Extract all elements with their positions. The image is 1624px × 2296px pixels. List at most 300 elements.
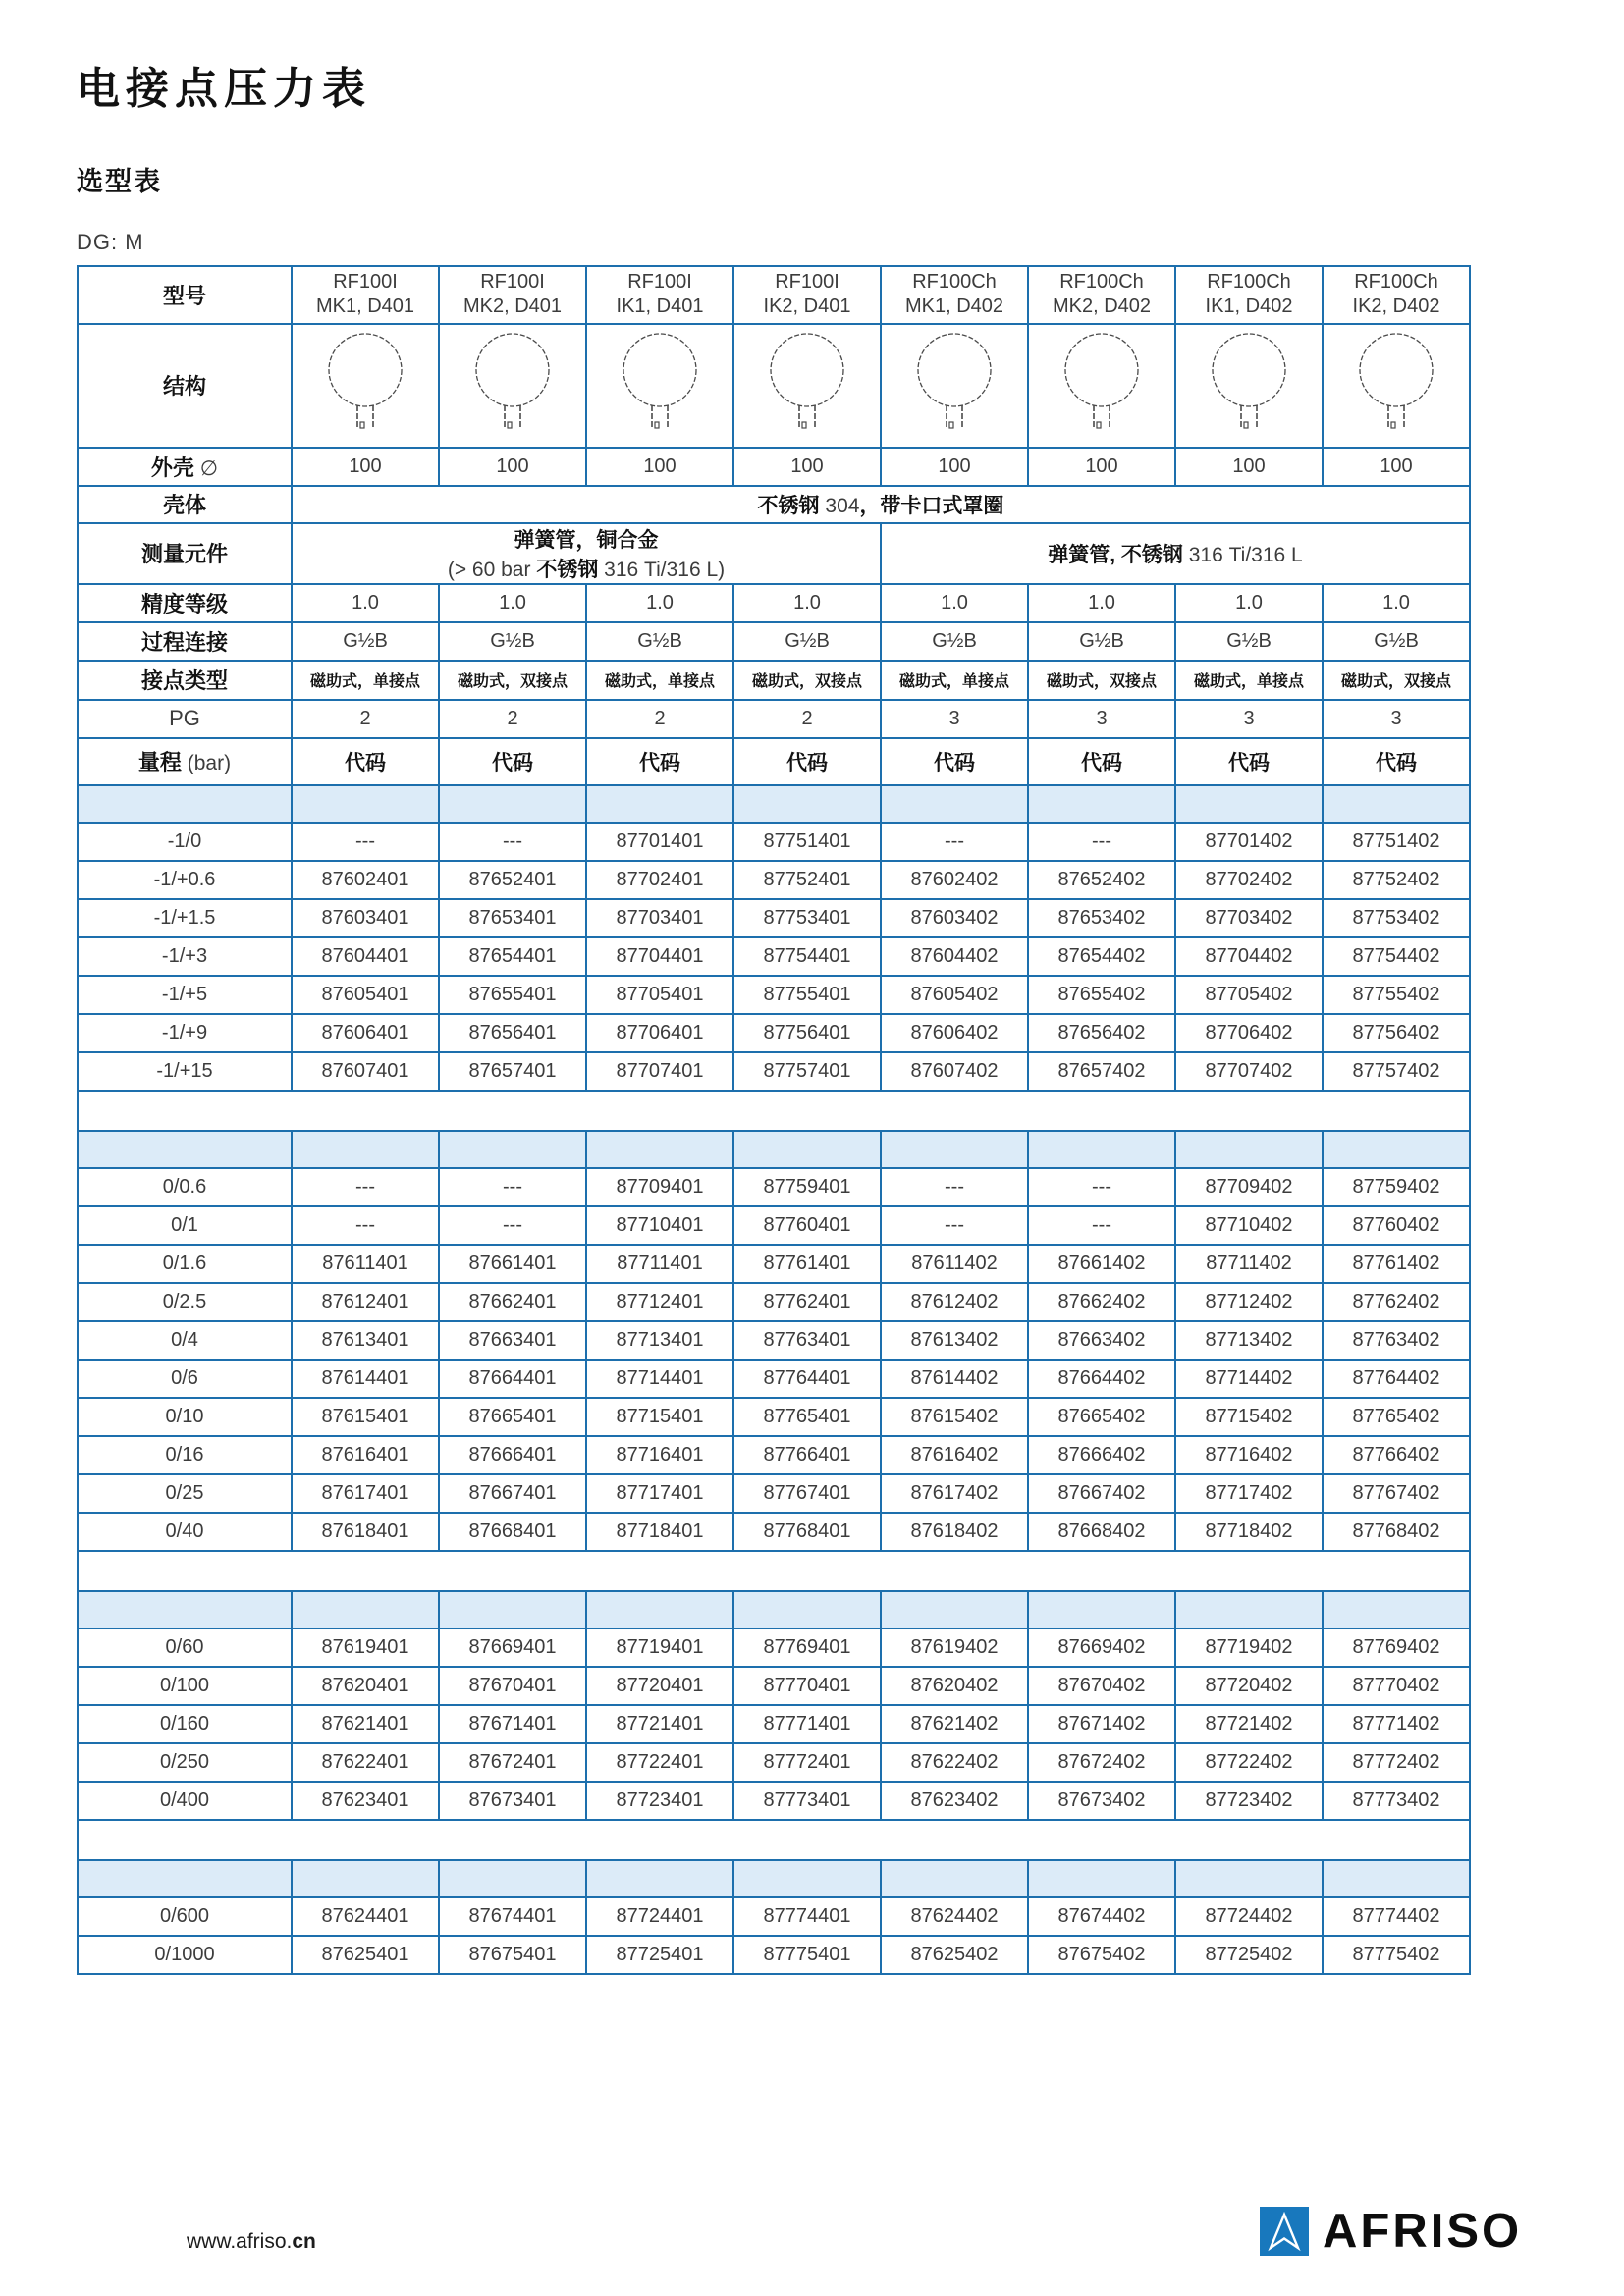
- range-cell: -1/+1.5: [78, 899, 292, 937]
- table-row: [78, 1513, 1470, 1551]
- code-cell: 87755402: [1323, 976, 1470, 1014]
- spec-value-cell: 3: [881, 700, 1028, 738]
- spec-value-cell: 代码: [439, 738, 586, 785]
- housing-value-cell: 不锈钢 304，带卡口式罩圈: [292, 486, 1470, 523]
- spec-value-cell: G½B: [1028, 622, 1175, 661]
- code-cell: 87668402: [1028, 1513, 1175, 1551]
- range-cell: -1/+5: [78, 976, 292, 1014]
- code-cell: 87706401: [586, 1014, 733, 1052]
- code-cell: 87675401: [439, 1936, 586, 1974]
- code-cell: 87759401: [733, 1168, 881, 1206]
- table-row: [78, 1743, 1470, 1782]
- code-cell: 87760402: [1323, 1206, 1470, 1245]
- spec-row-accuracy-class: [78, 584, 1470, 622]
- code-cell: 87606402: [881, 1014, 1028, 1052]
- separator-cell: [1028, 1131, 1175, 1168]
- table-row: [78, 1667, 1470, 1705]
- spec-label-cell: 壳体: [78, 486, 292, 523]
- table-row: [78, 1936, 1470, 1974]
- separator-cell: [1323, 1591, 1470, 1629]
- code-cell: 87766401: [733, 1436, 881, 1474]
- code-cell: 87675402: [1028, 1936, 1175, 1974]
- spec-row-contact-type: [78, 661, 1470, 700]
- code-cell: 87664401: [439, 1360, 586, 1398]
- code-cell: 87775402: [1323, 1936, 1470, 1974]
- table-row: [78, 1206, 1470, 1245]
- spec-label-cell: 外壳 ∅: [78, 448, 292, 486]
- separator-cell: [881, 785, 1028, 823]
- code-cell: 87769401: [733, 1629, 881, 1667]
- separator-row: [78, 1860, 1470, 1897]
- separator-cell: [586, 1591, 733, 1629]
- dg-label: DG: M: [77, 229, 144, 254]
- code-cell: 87756402: [1323, 1014, 1470, 1052]
- code-cell: 87605401: [292, 976, 439, 1014]
- code-cell: 87603401: [292, 899, 439, 937]
- code-cell: 87604401: [292, 937, 439, 976]
- code-cell: 87773401: [733, 1782, 881, 1820]
- table-row: [78, 861, 1470, 899]
- code-cell: 87715401: [586, 1398, 733, 1436]
- range-cell: 0/160: [78, 1705, 292, 1743]
- code-cell: 87764401: [733, 1360, 881, 1398]
- spec-value-cell: 100: [586, 448, 733, 486]
- spec-label-cell: 量程 (bar): [78, 738, 292, 785]
- table-row: [78, 1168, 1470, 1206]
- structure-cell: [881, 324, 1028, 448]
- gap-row: [78, 1820, 1470, 1860]
- code-cell: 87770401: [733, 1667, 881, 1705]
- code-cell: ---: [439, 823, 586, 861]
- spec-value-cell: 磁助式，双接点: [1028, 661, 1175, 700]
- spec-value-cell: G½B: [439, 622, 586, 661]
- structure-cell: [439, 324, 586, 448]
- code-cell: 87712402: [1175, 1283, 1323, 1321]
- separator-cell: [881, 1860, 1028, 1897]
- code-cell: 87674401: [439, 1897, 586, 1936]
- spec-label-cell: 过程连接: [78, 622, 292, 661]
- spec-value-cell: G½B: [881, 622, 1028, 661]
- spec-value-cell: 100: [1175, 448, 1323, 486]
- code-cell: 87761402: [1323, 1245, 1470, 1283]
- spec-value-cell: 代码: [881, 738, 1028, 785]
- code-cell: 87611402: [881, 1245, 1028, 1283]
- structure-cell: [1028, 324, 1175, 448]
- code-cell: 87773402: [1323, 1782, 1470, 1820]
- code-cell: 87703401: [586, 899, 733, 937]
- model-cell: RF100I MK1, D401: [292, 266, 439, 324]
- spec-value-cell: 代码: [1028, 738, 1175, 785]
- table-row: [78, 1398, 1470, 1436]
- code-cell: 87654402: [1028, 937, 1175, 976]
- range-cell: 0/600: [78, 1897, 292, 1936]
- separator-row: [78, 1591, 1470, 1629]
- code-cell: 87756401: [733, 1014, 881, 1052]
- code-cell: 87623402: [881, 1782, 1028, 1820]
- code-cell: 87757401: [733, 1052, 881, 1091]
- code-cell: 87656401: [439, 1014, 586, 1052]
- spec-row-range-header: [78, 738, 1470, 785]
- code-cell: 87772401: [733, 1743, 881, 1782]
- code-cell: ---: [1028, 823, 1175, 861]
- code-cell: 87762402: [1323, 1283, 1470, 1321]
- code-cell: 87720401: [586, 1667, 733, 1705]
- code-cell: 87622401: [292, 1743, 439, 1782]
- code-cell: 87765401: [733, 1398, 881, 1436]
- range-cell: 0/60: [78, 1629, 292, 1667]
- code-cell: 87767401: [733, 1474, 881, 1513]
- separator-cell: [733, 1860, 881, 1897]
- separator-cell: [1175, 785, 1323, 823]
- code-cell: 87667401: [439, 1474, 586, 1513]
- code-cell: 87714402: [1175, 1360, 1323, 1398]
- separator-cell: [439, 1591, 586, 1629]
- spec-value-cell: 代码: [292, 738, 439, 785]
- code-cell: 87618401: [292, 1513, 439, 1551]
- spec-value-cell: 2: [292, 700, 439, 738]
- spec-value-cell: 3: [1323, 700, 1470, 738]
- gap-row: [78, 1091, 1470, 1131]
- separator-cell: [1323, 1860, 1470, 1897]
- code-cell: 87725401: [586, 1936, 733, 1974]
- table-row: [78, 823, 1470, 861]
- code-cell: 87612401: [292, 1283, 439, 1321]
- spec-value-cell: 1.0: [292, 584, 439, 622]
- code-cell: 87763402: [1323, 1321, 1470, 1360]
- code-cell: 87611401: [292, 1245, 439, 1283]
- pressure-gauge-icon: [1356, 332, 1436, 434]
- separator-cell: [1028, 1860, 1175, 1897]
- separator-cell: [733, 1131, 881, 1168]
- code-cell: 87669401: [439, 1629, 586, 1667]
- code-cell: 87615402: [881, 1398, 1028, 1436]
- code-cell: 87768402: [1323, 1513, 1470, 1551]
- range-cell: 0/10: [78, 1398, 292, 1436]
- code-cell: ---: [1028, 1168, 1175, 1206]
- structure-cell: [733, 324, 881, 448]
- range-cell: 0/1: [78, 1206, 292, 1245]
- code-cell: 87710401: [586, 1206, 733, 1245]
- model-cell: RF100I MK2, D401: [439, 266, 586, 324]
- pressure-gauge-icon: [1061, 332, 1142, 434]
- measuring-element-right-cell: 弹簧管, 不锈钢 316 Ti/316 L: [881, 523, 1470, 584]
- separator-cell: [586, 1860, 733, 1897]
- structure-cell: [292, 324, 439, 448]
- code-cell: 87704402: [1175, 937, 1323, 976]
- code-cell: 87657401: [439, 1052, 586, 1091]
- code-cell: 87706402: [1175, 1014, 1323, 1052]
- website-text: www.afriso.: [187, 2230, 293, 2253]
- spec-value-cell: 100: [439, 448, 586, 486]
- code-cell: 87762401: [733, 1283, 881, 1321]
- code-cell: 87666402: [1028, 1436, 1175, 1474]
- code-cell: 87621402: [881, 1705, 1028, 1743]
- code-cell: 87672401: [439, 1743, 586, 1782]
- pressure-gauge-icon: [1209, 332, 1289, 434]
- separator-cell: [733, 1591, 881, 1629]
- separator-cell: [1323, 785, 1470, 823]
- website-tld: cn: [292, 2230, 316, 2253]
- table-row: [78, 1436, 1470, 1474]
- spec-value-cell: 2: [439, 700, 586, 738]
- table-row: [78, 1360, 1470, 1398]
- separator-cell: [586, 785, 733, 823]
- code-cell: 87617402: [881, 1474, 1028, 1513]
- code-cell: 87753402: [1323, 899, 1470, 937]
- code-cell: 87617401: [292, 1474, 439, 1513]
- range-cell: 0/0.6: [78, 1168, 292, 1206]
- code-cell: 87665402: [1028, 1398, 1175, 1436]
- code-cell: 87663401: [439, 1321, 586, 1360]
- range-cell: -1/+15: [78, 1052, 292, 1091]
- code-cell: 87725402: [1175, 1936, 1323, 1974]
- code-cell: 87772402: [1323, 1743, 1470, 1782]
- code-cell: 87657402: [1028, 1052, 1175, 1091]
- spec-value-cell: 1.0: [1175, 584, 1323, 622]
- code-cell: 87719402: [1175, 1629, 1323, 1667]
- code-cell: 87752401: [733, 861, 881, 899]
- code-cell: 87625401: [292, 1936, 439, 1974]
- code-cell: 87661402: [1028, 1245, 1175, 1283]
- separator-cell: [439, 1131, 586, 1168]
- table-row: [78, 1629, 1470, 1667]
- pressure-gauge-icon: [472, 332, 553, 434]
- code-cell: 87668401: [439, 1513, 586, 1551]
- code-cell: 87707402: [1175, 1052, 1323, 1091]
- code-cell: 87620401: [292, 1667, 439, 1705]
- spec-value-cell: 1.0: [1323, 584, 1470, 622]
- code-cell: 87714401: [586, 1360, 733, 1398]
- range-cell: 0/1.6: [78, 1245, 292, 1283]
- code-cell: 87616401: [292, 1436, 439, 1474]
- model-cell: RF100I IK2, D401: [733, 266, 881, 324]
- code-cell: 87652401: [439, 861, 586, 899]
- separator-cell: [292, 1131, 439, 1168]
- spec-value-cell: 2: [586, 700, 733, 738]
- pressure-gauge-icon: [325, 332, 406, 434]
- code-cell: ---: [881, 1168, 1028, 1206]
- gap-cell: [78, 1091, 1470, 1131]
- code-cell: 87671402: [1028, 1705, 1175, 1743]
- table-row: [78, 1897, 1470, 1936]
- code-cell: 87655402: [1028, 976, 1175, 1014]
- spec-row-case-diameter: [78, 448, 1470, 486]
- code-cell: 87723402: [1175, 1782, 1323, 1820]
- table-row: [78, 976, 1470, 1014]
- spec-value-cell: 3: [1028, 700, 1175, 738]
- code-cell: 87771402: [1323, 1705, 1470, 1743]
- range-cell: 0/40: [78, 1513, 292, 1551]
- code-cell: 87603402: [881, 899, 1028, 937]
- separator-cell: [1175, 1860, 1323, 1897]
- code-cell: 87614402: [881, 1360, 1028, 1398]
- section-subtitle: 选型表: [77, 166, 162, 196]
- code-cell: 87754402: [1323, 937, 1470, 976]
- spec-label-cell: 结构: [78, 324, 292, 448]
- afriso-logo-text: AFRISO: [1323, 2205, 1523, 2258]
- code-cell: 87763401: [733, 1321, 881, 1360]
- spec-value-cell: G½B: [733, 622, 881, 661]
- separator-cell: [1323, 1131, 1470, 1168]
- code-cell: 87752402: [1323, 861, 1470, 899]
- code-cell: 87614401: [292, 1360, 439, 1398]
- separator-cell: [292, 1860, 439, 1897]
- code-cell: 87662401: [439, 1283, 586, 1321]
- range-cell: 0/16: [78, 1436, 292, 1474]
- table-row: [78, 1474, 1470, 1513]
- code-cell: 87619402: [881, 1629, 1028, 1667]
- code-cell: 87717402: [1175, 1474, 1323, 1513]
- code-cell: 87759402: [1323, 1168, 1470, 1206]
- code-cell: 87607402: [881, 1052, 1028, 1091]
- spec-value-cell: 代码: [586, 738, 733, 785]
- structure-row: [78, 324, 1470, 448]
- code-cell: 87701402: [1175, 823, 1323, 861]
- structure-cell: [1323, 324, 1470, 448]
- code-cell: 87656402: [1028, 1014, 1175, 1052]
- code-cell: 87672402: [1028, 1743, 1175, 1782]
- code-cell: 87605402: [881, 976, 1028, 1014]
- code-cell: 87663402: [1028, 1321, 1175, 1360]
- spec-value-cell: G½B: [292, 622, 439, 661]
- code-cell: 87722402: [1175, 1743, 1323, 1782]
- separator-cell: [439, 785, 586, 823]
- code-cell: 87665401: [439, 1398, 586, 1436]
- table-row: [78, 1014, 1470, 1052]
- spec-value-cell: 磁助式，双接点: [1323, 661, 1470, 700]
- code-cell: 87761401: [733, 1245, 881, 1283]
- model-cell: RF100Ch IK2, D402: [1323, 266, 1470, 324]
- spec-value-cell: 磁助式，双接点: [733, 661, 881, 700]
- code-cell: 87673401: [439, 1782, 586, 1820]
- code-cell: ---: [881, 823, 1028, 861]
- code-cell: 87702401: [586, 861, 733, 899]
- website-link[interactable]: [187, 2230, 316, 2254]
- gap-cell: [78, 1551, 1470, 1591]
- pressure-gauge-icon: [914, 332, 995, 434]
- spec-row-housing: [78, 486, 1470, 523]
- code-cell: 87775401: [733, 1936, 881, 1974]
- code-cell: 87653401: [439, 899, 586, 937]
- code-cell: 87662402: [1028, 1283, 1175, 1321]
- spec-value-cell: 磁助式，单接点: [881, 661, 1028, 700]
- spec-label-cell: PG: [78, 700, 292, 738]
- table-row: [78, 1052, 1470, 1091]
- code-cell: 87616402: [881, 1436, 1028, 1474]
- separator-cell: [1175, 1131, 1323, 1168]
- code-cell: 87606401: [292, 1014, 439, 1052]
- code-cell: 87625402: [881, 1936, 1028, 1974]
- code-cell: 87713401: [586, 1321, 733, 1360]
- code-cell: 87724402: [1175, 1897, 1323, 1936]
- spec-value-cell: 代码: [733, 738, 881, 785]
- code-cell: 87705402: [1175, 976, 1323, 1014]
- code-cell: ---: [439, 1206, 586, 1245]
- spec-value-cell: 代码: [1175, 738, 1323, 785]
- separator-cell: [881, 1131, 1028, 1168]
- spec-label-cell: 测量元件: [78, 523, 292, 584]
- spec-value-cell: 1.0: [881, 584, 1028, 622]
- measuring-element-left-cell: 弹簧管，铜合金 (> 60 bar 不锈钢 316 Ti/316 L): [292, 523, 881, 584]
- range-cell: 0/2.5: [78, 1283, 292, 1321]
- range-cell: -1/+3: [78, 937, 292, 976]
- spec-value-cell: 磁助式，单接点: [586, 661, 733, 700]
- code-cell: 87721402: [1175, 1705, 1323, 1743]
- code-cell: 87770402: [1323, 1667, 1470, 1705]
- code-cell: 87701401: [586, 823, 733, 861]
- code-cell: 87707401: [586, 1052, 733, 1091]
- code-cell: ---: [439, 1168, 586, 1206]
- code-cell: 87718402: [1175, 1513, 1323, 1551]
- spec-value-cell: 磁助式，单接点: [292, 661, 439, 700]
- code-cell: 87624402: [881, 1897, 1028, 1936]
- code-cell: 87709402: [1175, 1168, 1323, 1206]
- code-cell: 87613402: [881, 1321, 1028, 1360]
- code-cell: 87716402: [1175, 1436, 1323, 1474]
- code-cell: 87774402: [1323, 1897, 1470, 1936]
- code-cell: 87622402: [881, 1743, 1028, 1782]
- code-cell: ---: [1028, 1206, 1175, 1245]
- table-row: [78, 1705, 1470, 1743]
- code-cell: 87724401: [586, 1897, 733, 1936]
- table-row: [78, 899, 1470, 937]
- code-cell: 87765402: [1323, 1398, 1470, 1436]
- code-cell: 87667402: [1028, 1474, 1175, 1513]
- table-row: [78, 1782, 1470, 1820]
- range-cell: 0/250: [78, 1743, 292, 1782]
- pressure-gauge-icon: [767, 332, 847, 434]
- code-cell: 87704401: [586, 937, 733, 976]
- code-cell: 87760401: [733, 1206, 881, 1245]
- code-cell: 87674402: [1028, 1897, 1175, 1936]
- page-title: 电接点压力表: [77, 65, 371, 113]
- code-cell: 87711401: [586, 1245, 733, 1283]
- code-cell: 87722401: [586, 1743, 733, 1782]
- spec-value-cell: 100: [1323, 448, 1470, 486]
- code-cell: ---: [292, 1168, 439, 1206]
- code-cell: 87670401: [439, 1667, 586, 1705]
- code-cell: 87664402: [1028, 1360, 1175, 1398]
- spec-value-cell: 1.0: [733, 584, 881, 622]
- range-cell: 0/4: [78, 1321, 292, 1360]
- afriso-arrow-icon: [1260, 2207, 1309, 2256]
- code-cell: 87769402: [1323, 1629, 1470, 1667]
- range-cell: -1/+9: [78, 1014, 292, 1052]
- code-cell: 87718401: [586, 1513, 733, 1551]
- code-cell: 87709401: [586, 1168, 733, 1206]
- separator-cell: [1028, 785, 1175, 823]
- code-cell: 87705401: [586, 976, 733, 1014]
- pressure-gauge-icon: [620, 332, 700, 434]
- spec-value-cell: 100: [1028, 448, 1175, 486]
- spec-value-cell: 3: [1175, 700, 1323, 738]
- separator-cell: [586, 1131, 733, 1168]
- code-cell: 87764402: [1323, 1360, 1470, 1398]
- spec-value-cell: 100: [733, 448, 881, 486]
- code-cell: 87768401: [733, 1513, 881, 1551]
- separator-cell: [439, 1860, 586, 1897]
- code-cell: 87602401: [292, 861, 439, 899]
- separator-row: [78, 1131, 1470, 1168]
- separator-cell: [881, 1591, 1028, 1629]
- code-cell: 87604402: [881, 937, 1028, 976]
- separator-cell: [78, 785, 292, 823]
- range-cell: 0/400: [78, 1782, 292, 1820]
- code-cell: 87621401: [292, 1705, 439, 1743]
- code-cell: 87715402: [1175, 1398, 1323, 1436]
- range-cell: 0/1000: [78, 1936, 292, 1974]
- model-cell: RF100Ch MK2, D402: [1028, 266, 1175, 324]
